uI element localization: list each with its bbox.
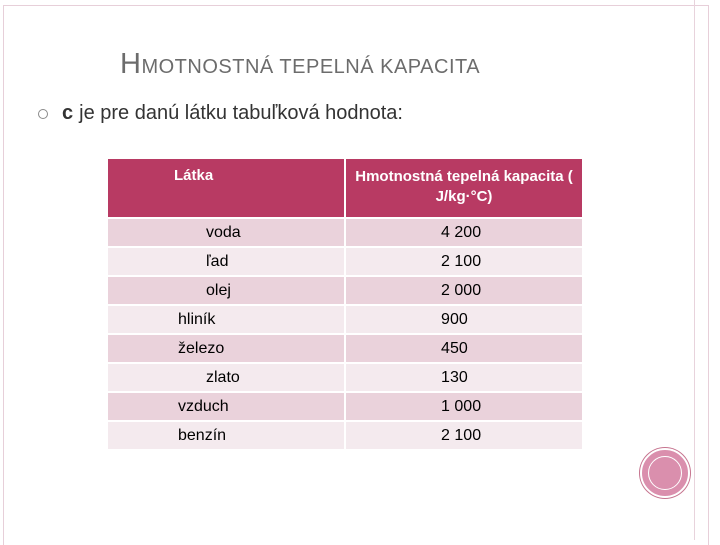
table-row [107, 276, 583, 305]
table-row [107, 421, 583, 450]
table-row [107, 334, 583, 363]
cell-substance: železo [107, 334, 345, 363]
column-header-capacity: Hmotnostná tepelná kapacita ( J/kg·°C) [345, 158, 583, 218]
cell-value: 450 [345, 334, 583, 363]
cell-value: 2 100 [345, 247, 583, 276]
cell-value: 900 [345, 305, 583, 334]
decorative-circle-ring [648, 456, 682, 490]
title-initial: H [120, 48, 142, 80]
hollow-circle-bullet-icon [38, 109, 48, 119]
cell-value: 1 000 [345, 392, 583, 421]
table-row [107, 218, 583, 247]
cell-substance: voda [107, 218, 345, 247]
cell-substance: zlato [107, 363, 345, 392]
cell-substance: hliník [107, 305, 345, 334]
page-title [120, 48, 480, 81]
table-header-row [107, 158, 583, 218]
bullet-variable: c [62, 102, 74, 124]
cell-substance: vzduch [107, 392, 345, 421]
table-row [107, 363, 583, 392]
cell-substance: benzín [107, 421, 345, 450]
decorative-vertical-line [694, 0, 695, 540]
table-row [107, 305, 583, 334]
title-rest: MOTNOSTNÁ TEPELNÁ KAPACITA [141, 56, 481, 78]
bullet-text: je pre danú látku tabuľková hodnota: [79, 102, 403, 124]
cell-substance: ľad [107, 247, 345, 276]
cell-value: 130 [345, 363, 583, 392]
bullet-item [38, 102, 403, 125]
column-header-substance: Látka [107, 158, 345, 218]
cell-value: 2 000 [345, 276, 583, 305]
heat-capacity-table [106, 157, 584, 451]
cell-value: 2 100 [345, 421, 583, 450]
cell-substance: olej [107, 276, 345, 305]
table-row [107, 392, 583, 421]
decorative-circle-icon [640, 448, 690, 498]
table-row [107, 247, 583, 276]
cell-value: 4 200 [345, 218, 583, 247]
